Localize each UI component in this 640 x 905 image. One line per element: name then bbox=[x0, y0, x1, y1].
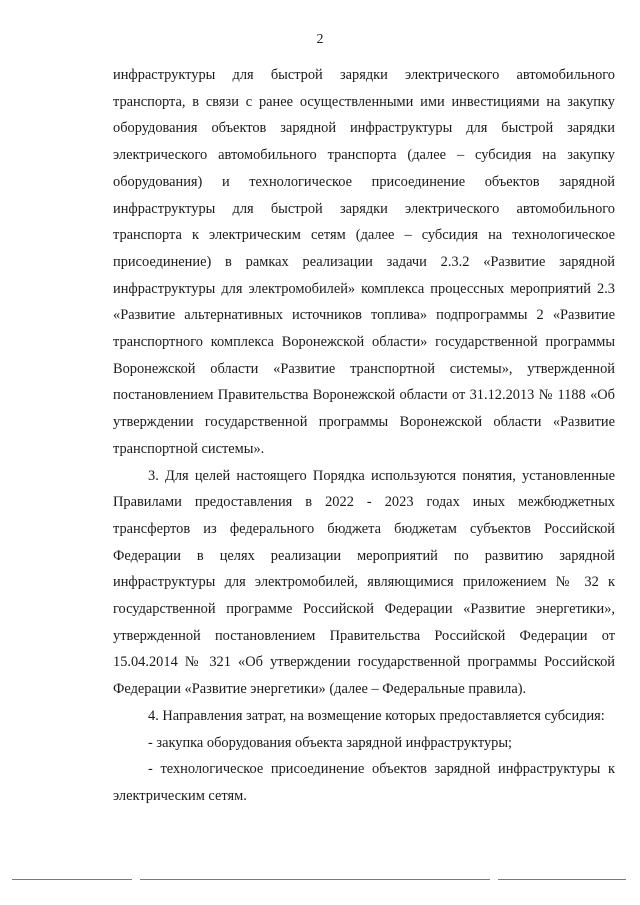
footer-rule-left bbox=[12, 879, 132, 880]
page-number: 2 bbox=[316, 32, 324, 47]
paragraph-continuation: инфраструктуры для быстрой зарядки электрического автомобильного транспорта, в связи с ранее осуществленными ими инвестициями на закупку оборудования объектов зарядной инфраструктуры для быстрой зарядки электрического автомобильного транспорта (далее – субсидия на закупку оборудования) и технологическое присоединение объектов зарядной инфраструктуры для быстрой зарядки электрического автомобильного транспорта к электрическим сетям (далее – субсидия на технологическое присоединение) в рамках реализации задачи 2.3.2 «Развитие зарядной инфраструктуры для электромобилей» комплекса процессных мероприятий 2.3 «Развитие альтернативных источников топлива» подпрограммы 2 «Развитие транспортного комплекса Воронежской области» государственной программы Воронежской области «Развитие транспортной системы», утвержденной постановлением Правительства Воронежской области от 31.12.2013 № 1188 «Об утверждении государственной программы Воронежской области «Развитие транспортной системы». bbox=[113, 67, 615, 457]
paragraph-4-expense-directions: 4. Направления затрат, на возмещение которых предоставляется субсидия: bbox=[148, 707, 605, 724]
footer-rule-right bbox=[498, 879, 626, 880]
footer-rule-center bbox=[140, 879, 490, 880]
list-item-equipment-purchase: - закупка оборудования объекта зарядной инфраструктуры; bbox=[148, 734, 513, 751]
list-item-grid-connection: - технологическое присоединение объектов зарядной инфраструктуры к электрическим сетям. bbox=[113, 761, 615, 804]
paragraph-3-definitions: 3. Для целей настоящего Порядка используются понятия, установленные Правилами предоставления в 2022 - 2023 годах иных межбюджетных трансфертов из федерального бюджета бюджетам субъектов Российской Федерации в целях реализации мероприятий по развитию зарядной инфраструктуры для электромобилей, являющимися приложением № 32 к государственной программе Российской Федерации «Развитие энергетики», утвержденной постановлением Правительства Российской Федерации от 15.04.2014 № 321 «Об утверждении государственной программы Российской Федерации «Развитие энергетики» (далее – Федеральные правила). bbox=[113, 467, 615, 698]
document-body bbox=[113, 62, 615, 810]
